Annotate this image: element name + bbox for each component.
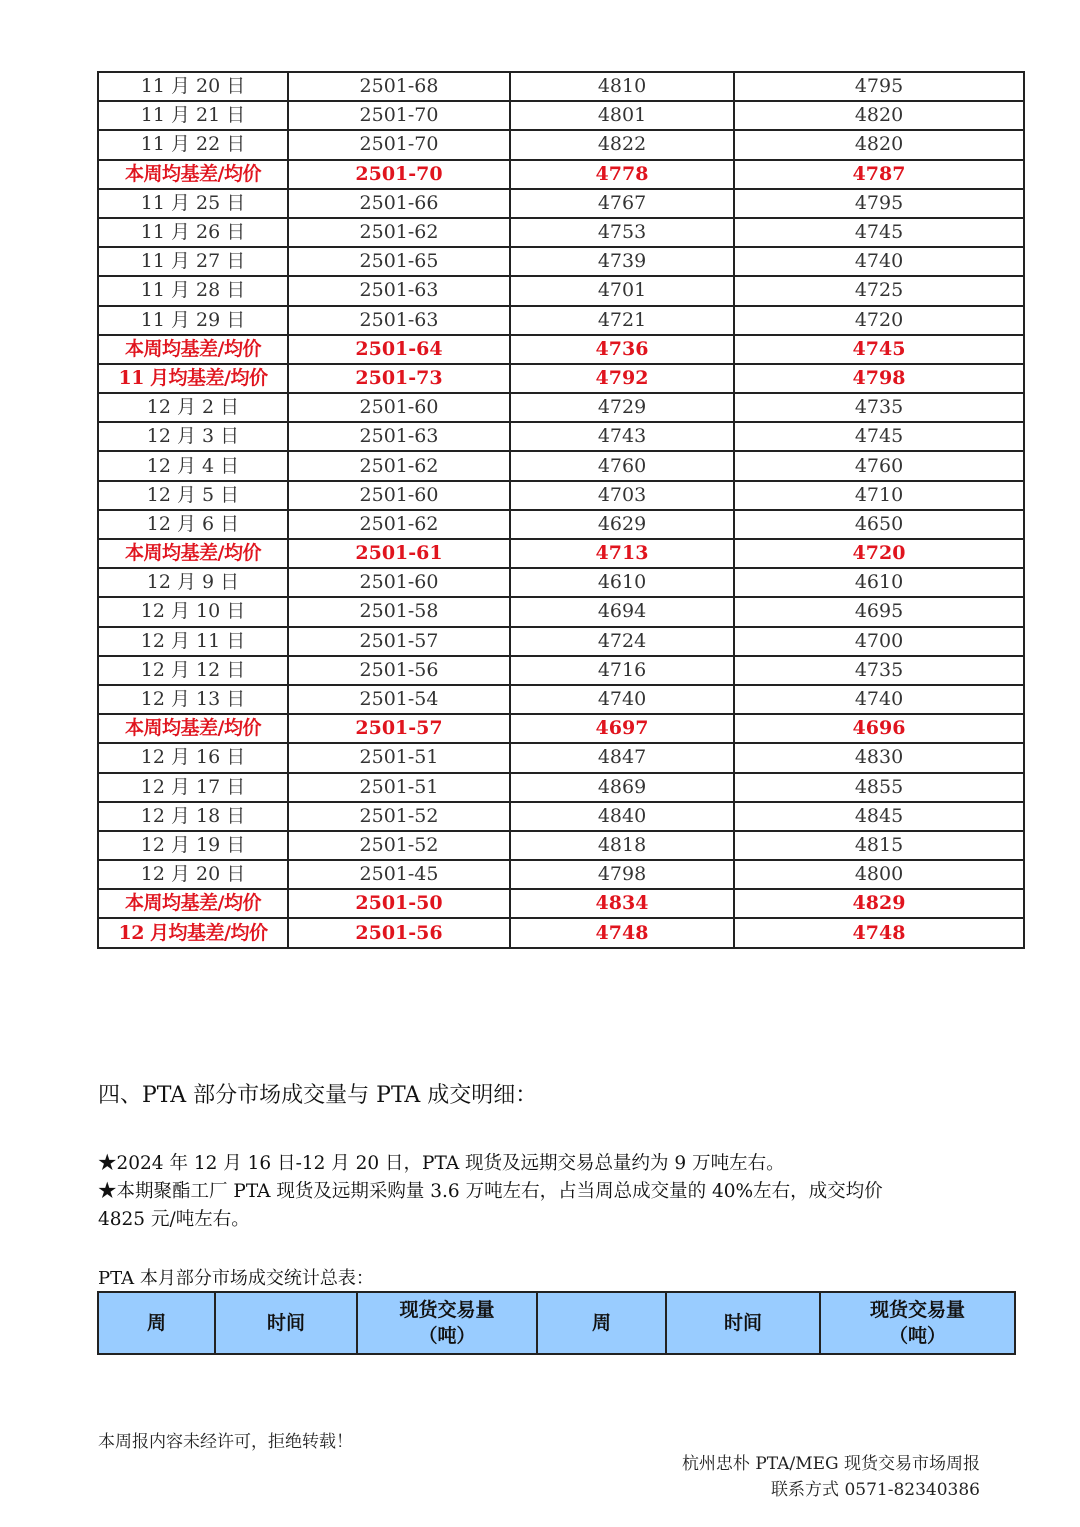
basis-cell: 2501-64 [288, 335, 510, 364]
stat-header-row [98, 1292, 1015, 1354]
date-cell: 本周均基差/均价 [98, 335, 288, 364]
table-row [98, 627, 1024, 656]
date-cell: 12 月 10 日 [98, 597, 288, 626]
date-cell: 12 月 13 日 [98, 685, 288, 714]
price-cell: 4729 [510, 393, 734, 422]
stat-table-caption: PTA 本月部分市场成交统计总表： [98, 1268, 374, 1289]
price-cell: 4721 [510, 306, 734, 335]
price-cell-2: 4787 [734, 160, 1024, 189]
purchase-note-line1: ★本期聚酯工厂 PTA 现货及远期采购量 3.6 万吨左右，占当周总成交量的 40%左右，成交均价 [98, 1181, 883, 1202]
table-row [98, 393, 1024, 422]
price-cell: 4610 [510, 568, 734, 597]
basis-cell: 2501-62 [288, 510, 510, 539]
average-row [98, 889, 1024, 918]
table-row [98, 597, 1024, 626]
basis-cell: 2501-51 [288, 743, 510, 772]
table-row [98, 189, 1024, 218]
header-time-2: 时间 [666, 1292, 820, 1354]
date-cell: 12 月均基差/均价 [98, 918, 288, 947]
table-row [98, 451, 1024, 480]
disclaimer: 本周报内容未经许可，拒绝转载！ [98, 1432, 353, 1452]
price-cell: 4792 [510, 364, 734, 393]
basis-cell: 2501-45 [288, 860, 510, 889]
date-cell: 11 月 26 日 [98, 218, 288, 247]
basis-cell: 2501-51 [288, 773, 510, 802]
price-cell-2: 4845 [734, 802, 1024, 831]
average-row [98, 335, 1024, 364]
table-row [98, 247, 1024, 276]
table-row [98, 218, 1024, 247]
table-row [98, 773, 1024, 802]
price-cell: 4822 [510, 130, 734, 159]
price-cell: 4740 [510, 685, 734, 714]
price-cell-2: 4735 [734, 393, 1024, 422]
price-cell: 4778 [510, 160, 734, 189]
basis-cell: 2501-58 [288, 597, 510, 626]
table-row [98, 685, 1024, 714]
price-cell-2: 4700 [734, 627, 1024, 656]
price-cell: 4760 [510, 451, 734, 480]
table-row [98, 860, 1024, 889]
table-row [98, 743, 1024, 772]
header-time: 时间 [215, 1292, 357, 1354]
date-cell: 11 月 22 日 [98, 130, 288, 159]
price-cell-2: 4745 [734, 422, 1024, 451]
price-cell: 4743 [510, 422, 734, 451]
price-cell: 4694 [510, 597, 734, 626]
purchase-note-line2: 4825 元/吨左右。 [98, 1209, 250, 1230]
basis-cell: 2501-50 [288, 889, 510, 918]
date-cell: 12 月 16 日 [98, 743, 288, 772]
basis-cell: 2501-66 [288, 189, 510, 218]
contact: 联系方式 0571-82340386 [771, 1480, 980, 1500]
basis-cell: 2501-62 [288, 451, 510, 480]
price-cell-2: 4725 [734, 276, 1024, 305]
date-cell: 12 月 19 日 [98, 831, 288, 860]
price-cell-2: 4710 [734, 481, 1024, 510]
basis-cell: 2501-63 [288, 422, 510, 451]
price-cell-2: 4829 [734, 889, 1024, 918]
price-cell-2: 4855 [734, 773, 1024, 802]
basis-cell: 2501-57 [288, 627, 510, 656]
price-cell: 4701 [510, 276, 734, 305]
date-cell: 12 月 4 日 [98, 451, 288, 480]
header-week-2: 周 [537, 1292, 666, 1354]
basis-cell: 2501-56 [288, 656, 510, 685]
header-week: 周 [98, 1292, 215, 1354]
basis-cell: 2501-70 [288, 130, 510, 159]
table-row [98, 306, 1024, 335]
price-cell-2: 4650 [734, 510, 1024, 539]
price-cell: 4748 [510, 918, 734, 947]
price-cell-2: 4830 [734, 743, 1024, 772]
date-cell: 11 月 25 日 [98, 189, 288, 218]
price-cell: 4753 [510, 218, 734, 247]
price-cell: 4840 [510, 802, 734, 831]
date-cell: 12 月 17 日 [98, 773, 288, 802]
price-cell: 4847 [510, 743, 734, 772]
price-cell: 4703 [510, 481, 734, 510]
section-heading: 四、PTA 部分市场成交量与 PTA 成交明细： [98, 1083, 538, 1108]
average-row [98, 160, 1024, 189]
price-cell: 4801 [510, 101, 734, 130]
price-cell: 4713 [510, 539, 734, 568]
price-basis-table [97, 71, 1025, 949]
date-cell: 12 月 12 日 [98, 656, 288, 685]
header-volume [357, 1292, 537, 1354]
price-cell: 4798 [510, 860, 734, 889]
basis-cell: 2501-70 [288, 101, 510, 130]
date-cell: 12 月 11 日 [98, 627, 288, 656]
header-volume-label: 现货交易量 [399, 1299, 495, 1321]
basis-cell: 2501-73 [288, 364, 510, 393]
price-cell-2: 4795 [734, 189, 1024, 218]
price-cell: 4767 [510, 189, 734, 218]
date-cell: 11 月 27 日 [98, 247, 288, 276]
table-row [98, 802, 1024, 831]
header-volume-2 [820, 1292, 1015, 1354]
date-cell: 12 月 6 日 [98, 510, 288, 539]
price-cell-2: 4720 [734, 539, 1024, 568]
basis-cell: 2501-54 [288, 685, 510, 714]
price-cell-2: 4735 [734, 656, 1024, 685]
average-row [98, 364, 1024, 393]
publisher: 杭州忠朴 PTA/MEG 现货交易市场周报 [681, 1454, 980, 1474]
basis-cell: 2501-63 [288, 276, 510, 305]
date-cell: 11 月 21 日 [98, 101, 288, 130]
basis-cell: 2501-52 [288, 831, 510, 860]
price-cell-2: 4696 [734, 714, 1024, 743]
basis-cell: 2501-65 [288, 247, 510, 276]
table-row [98, 831, 1024, 860]
price-cell-2: 4610 [734, 568, 1024, 597]
date-cell: 12 月 9 日 [98, 568, 288, 597]
basis-cell: 2501-68 [288, 72, 510, 101]
date-cell: 11 月 29 日 [98, 306, 288, 335]
basis-cell: 2501-70 [288, 160, 510, 189]
price-cell-2: 4800 [734, 860, 1024, 889]
date-cell: 本周均基差/均价 [98, 160, 288, 189]
table-row [98, 481, 1024, 510]
price-cell: 4818 [510, 831, 734, 860]
header-volume-label-2: 现货交易量 [869, 1299, 965, 1321]
price-cell-2: 4695 [734, 597, 1024, 626]
table-row [98, 568, 1024, 597]
date-cell: 11 月 20 日 [98, 72, 288, 101]
date-cell: 12 月 20 日 [98, 860, 288, 889]
date-cell: 12 月 3 日 [98, 422, 288, 451]
basis-cell: 2501-52 [288, 802, 510, 831]
basis-cell: 2501-60 [288, 481, 510, 510]
table-row [98, 656, 1024, 685]
price-cell-2: 4748 [734, 918, 1024, 947]
price-cell-2: 4820 [734, 101, 1024, 130]
price-cell: 4739 [510, 247, 734, 276]
price-cell: 4724 [510, 627, 734, 656]
table-row [98, 276, 1024, 305]
table-row [98, 101, 1024, 130]
date-cell: 11 月均基差/均价 [98, 364, 288, 393]
price-cell-2: 4798 [734, 364, 1024, 393]
date-cell: 12 月 18 日 [98, 802, 288, 831]
basis-cell: 2501-60 [288, 393, 510, 422]
basis-cell: 2501-62 [288, 218, 510, 247]
date-cell: 12 月 2 日 [98, 393, 288, 422]
table-row [98, 72, 1024, 101]
footer-info [682, 1451, 980, 1503]
average-row [98, 539, 1024, 568]
price-cell-2: 4740 [734, 247, 1024, 276]
date-cell: 本周均基差/均价 [98, 889, 288, 918]
price-cell: 4629 [510, 510, 734, 539]
price-cell-2: 4815 [734, 831, 1024, 860]
date-cell: 12 月 5 日 [98, 481, 288, 510]
average-row [98, 918, 1024, 947]
date-cell: 本周均基差/均价 [98, 539, 288, 568]
price-cell-2: 4745 [734, 335, 1024, 364]
price-cell-2: 4795 [734, 72, 1024, 101]
price-cell: 4736 [510, 335, 734, 364]
basis-cell: 2501-56 [288, 918, 510, 947]
price-cell-2: 4820 [734, 130, 1024, 159]
price-cell-2: 4760 [734, 451, 1024, 480]
header-volume-unit-2: （吨） [888, 1325, 946, 1347]
basis-cell: 2501-63 [288, 306, 510, 335]
volume-note: ★2024 年 12 月 16 日-12 月 20 日，PTA 现货及远期交易总量约为 9 万吨左右。 [98, 1153, 785, 1174]
date-cell: 本周均基差/均价 [98, 714, 288, 743]
date-cell: 11 月 28 日 [98, 276, 288, 305]
price-cell-2: 4745 [734, 218, 1024, 247]
price-cell: 4834 [510, 889, 734, 918]
header-volume-unit: （吨） [418, 1325, 476, 1347]
table-row [98, 510, 1024, 539]
price-cell: 4810 [510, 72, 734, 101]
price-cell-2: 4720 [734, 306, 1024, 335]
basis-cell: 2501-60 [288, 568, 510, 597]
price-cell: 4869 [510, 773, 734, 802]
price-cell: 4716 [510, 656, 734, 685]
basis-cell: 2501-57 [288, 714, 510, 743]
price-cell: 4697 [510, 714, 734, 743]
average-row [98, 714, 1024, 743]
table-row [98, 130, 1024, 159]
basis-cell: 2501-61 [288, 539, 510, 568]
table-row [98, 422, 1024, 451]
price-cell-2: 4740 [734, 685, 1024, 714]
monthly-stat-table [97, 1291, 1016, 1355]
